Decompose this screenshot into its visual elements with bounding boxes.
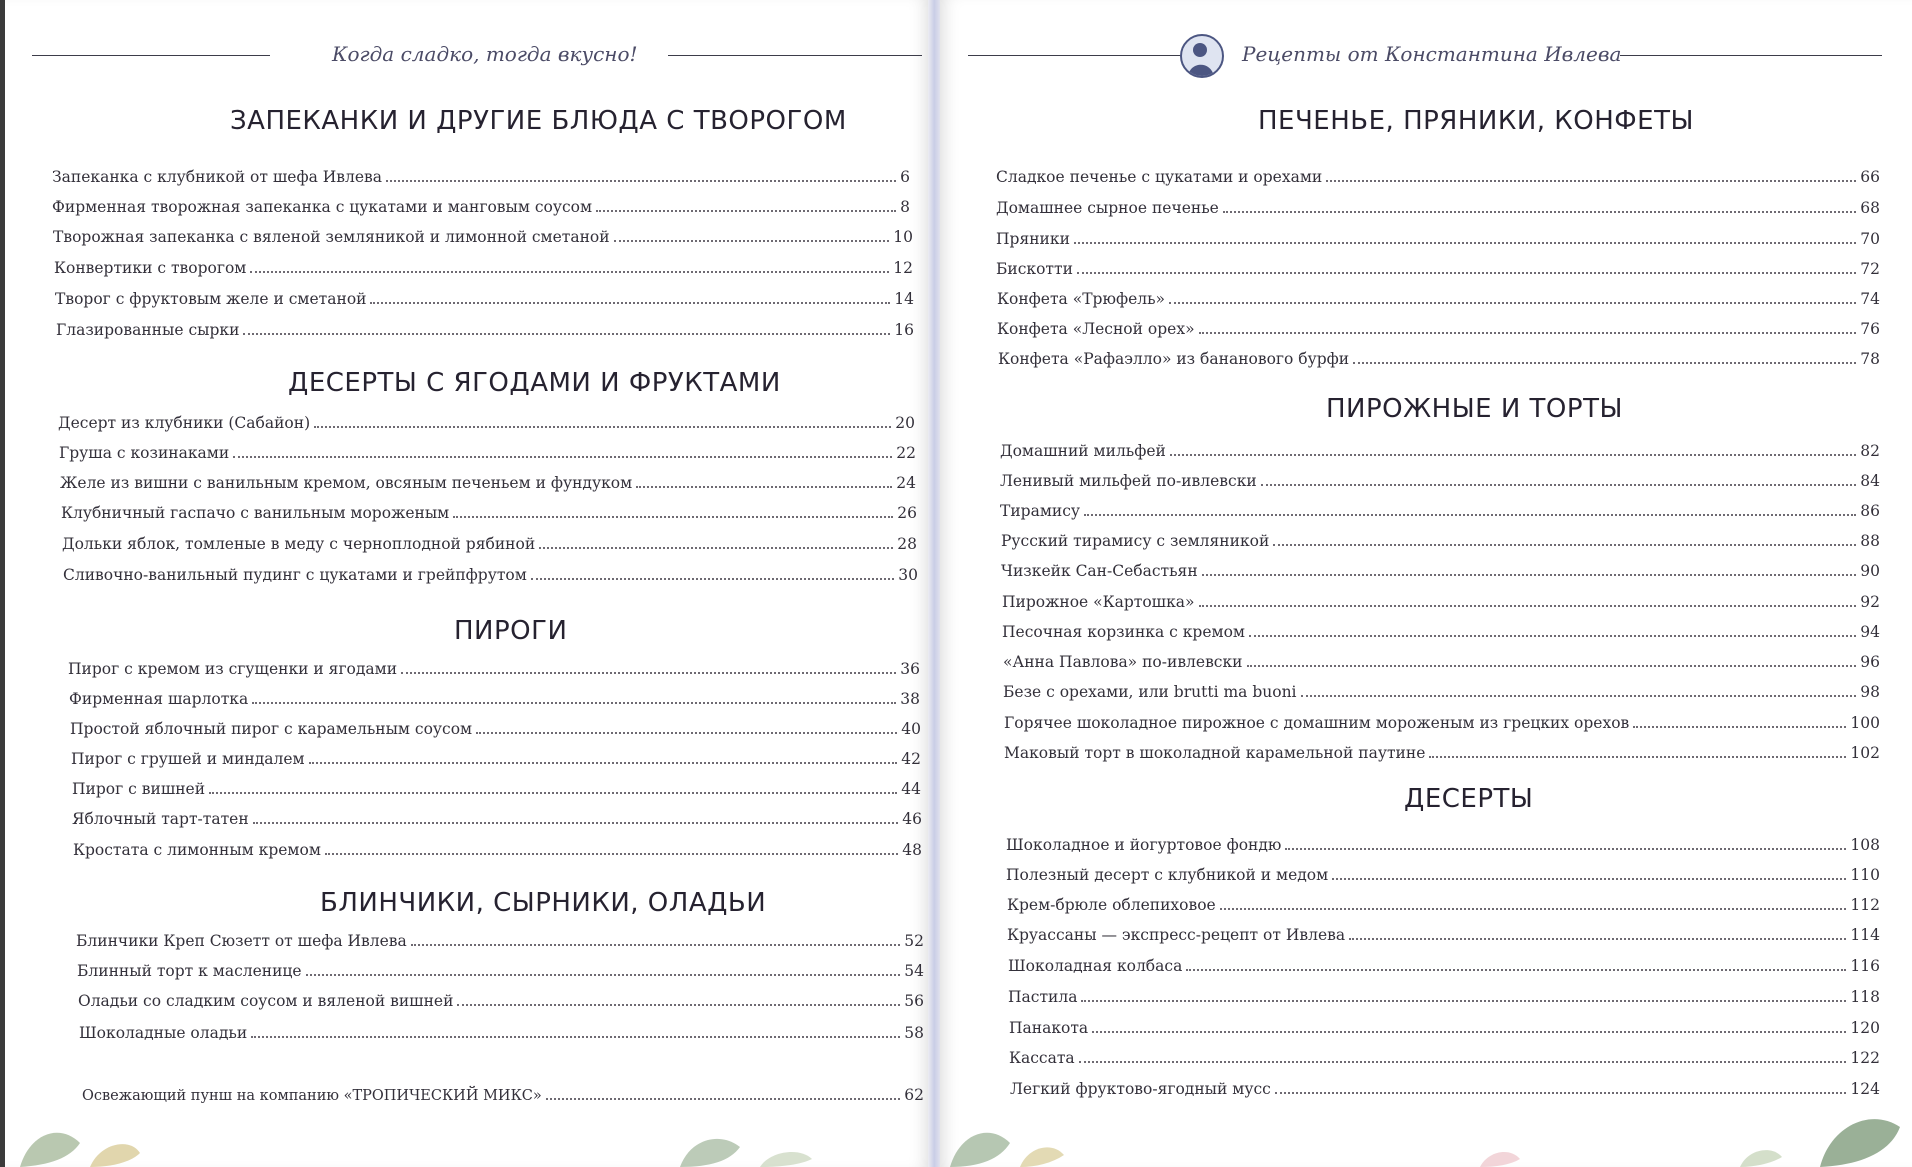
leader-dots bbox=[1332, 878, 1846, 880]
right-header-text: Рецепты от Константина Ивлева bbox=[1242, 42, 1622, 66]
toc-entry-page: 86 bbox=[1860, 502, 1880, 520]
toc-entry[interactable] bbox=[54, 259, 913, 283]
leader-dots bbox=[306, 974, 901, 976]
toc-entry-label: Глазированные сырки bbox=[56, 321, 240, 339]
toc-entry[interactable] bbox=[60, 474, 916, 498]
leader-dots bbox=[1077, 272, 1856, 274]
leader-dots bbox=[1186, 969, 1846, 971]
toc-entry[interactable] bbox=[79, 1024, 924, 1048]
leader-dots bbox=[1169, 302, 1856, 304]
toc-entry[interactable] bbox=[70, 720, 921, 744]
toc-entry[interactable] bbox=[68, 660, 920, 684]
header-rule-right bbox=[1620, 55, 1882, 56]
toc-entry-page: 90 bbox=[1860, 562, 1880, 580]
toc-entry-label: Фирменная шарлотка bbox=[69, 690, 249, 708]
toc-entry-page: 58 bbox=[904, 1024, 924, 1042]
toc-entry-label: Панакота bbox=[1009, 1019, 1089, 1037]
leader-dots bbox=[1199, 605, 1857, 607]
leaf-shape bbox=[1740, 1150, 1782, 1167]
leader-dots bbox=[1249, 635, 1856, 637]
toc-entry-page: 52 bbox=[904, 932, 924, 950]
toc-entry-label: Песочная корзинка с кремом bbox=[1002, 623, 1245, 641]
toc-entry[interactable] bbox=[61, 504, 917, 528]
leader-dots bbox=[233, 456, 892, 458]
leaf-decoration-right bbox=[940, 1097, 1912, 1167]
toc-entry-label: Конфета «Трюфель» bbox=[997, 290, 1166, 308]
leader-dots bbox=[531, 578, 894, 580]
toc-entry[interactable] bbox=[997, 320, 1880, 344]
toc-entry-page: 24 bbox=[896, 474, 916, 492]
toc-entry[interactable] bbox=[996, 230, 1880, 254]
toc-entry-page: 74 bbox=[1860, 290, 1880, 308]
toc-entry[interactable] bbox=[1002, 593, 1880, 617]
leader-dots bbox=[251, 1036, 900, 1038]
leader-dots bbox=[1220, 908, 1847, 910]
toc-entry[interactable] bbox=[1001, 562, 1880, 586]
toc-entry-page: 38 bbox=[900, 690, 920, 708]
toc-entry-page: 76 bbox=[1860, 320, 1880, 338]
toc-entry-page: 92 bbox=[1860, 593, 1880, 611]
toc-entry[interactable] bbox=[58, 414, 915, 438]
toc-entry-page: 28 bbox=[897, 535, 917, 553]
toc-entry-page: 98 bbox=[1860, 683, 1880, 701]
toc-entry-page: 100 bbox=[1850, 714, 1880, 732]
toc-entry[interactable] bbox=[56, 321, 914, 345]
toc-entry-page: 16 bbox=[894, 321, 914, 339]
leader-dots bbox=[539, 547, 893, 549]
leader-dots bbox=[314, 426, 891, 428]
leader-dots bbox=[1247, 665, 1857, 667]
leaf-shape bbox=[1480, 1152, 1520, 1167]
toc-entry-label: Десерт из клубники (Сабайон) bbox=[58, 414, 311, 432]
toc-entry-label: Крем-брюле облепиховое bbox=[1007, 896, 1216, 914]
leader-dots bbox=[370, 302, 890, 304]
toc-entry[interactable] bbox=[1000, 442, 1880, 466]
leader-dots bbox=[1223, 211, 1856, 213]
toc-entry-label: Конвертики с творогом bbox=[54, 259, 247, 277]
left-page-header bbox=[0, 38, 930, 72]
toc-entry-page: 108 bbox=[1850, 836, 1880, 854]
left-header-text: Когда сладко, тогда вкусно! bbox=[332, 42, 638, 66]
toc-entry-page: 36 bbox=[900, 660, 920, 678]
toc-entry-page: 116 bbox=[1850, 957, 1880, 975]
toc-entry[interactable] bbox=[1002, 623, 1880, 647]
toc-entry-page: 8 bbox=[900, 198, 910, 216]
toc-entry-label: Сливочно-ванильный пудинг с цукатами и грейпфрутом bbox=[63, 566, 527, 584]
leader-dots bbox=[1275, 1092, 1847, 1094]
toc-entry-label: Фирменная творожная запеканка с цукатами и манговым соусом bbox=[52, 198, 593, 216]
toc-entry-page: 78 bbox=[1860, 350, 1880, 368]
leader-dots bbox=[401, 672, 896, 674]
toc-entry-label: Полезный десерт с клубникой и медом bbox=[1006, 866, 1329, 884]
toc-entry[interactable] bbox=[1003, 653, 1880, 677]
toc-entry[interactable] bbox=[69, 690, 920, 714]
leaf-shape bbox=[680, 1139, 740, 1167]
toc-entry-label: Легкий фруктово-ягодный мусс bbox=[1010, 1080, 1271, 1098]
leaf-shape bbox=[1020, 1147, 1064, 1167]
leader-dots bbox=[1084, 514, 1856, 516]
toc-entry[interactable] bbox=[1001, 532, 1880, 556]
section-title: ПИРОЖНЫЕ И ТОРТЫ bbox=[1326, 394, 1623, 424]
toc-entry-label: Творог с фруктовым желе и сметаной bbox=[55, 290, 367, 308]
toc-entry[interactable] bbox=[73, 841, 922, 865]
toc-entry-label: Бискотти bbox=[996, 260, 1073, 278]
toc-entry-label: Горячее шоколадное пирожное с домашним мороженым из грецких орехов bbox=[1004, 714, 1630, 732]
leader-dots bbox=[1633, 726, 1846, 728]
toc-entry-page: 14 bbox=[894, 290, 914, 308]
toc-entry-label: Безе с орехами, или brutti ma buoni bbox=[1003, 683, 1297, 701]
toc-entry-page: 44 bbox=[901, 780, 921, 798]
toc-entry[interactable] bbox=[1008, 988, 1880, 1012]
toc-entry[interactable] bbox=[1006, 836, 1880, 860]
toc-entry-label: Тирамису bbox=[1000, 502, 1081, 520]
toc-entry-page: 22 bbox=[896, 444, 916, 462]
toc-entry-page: 42 bbox=[901, 750, 921, 768]
leader-dots bbox=[1349, 938, 1846, 940]
leader-dots bbox=[1202, 574, 1857, 576]
toc-entry-page: 56 bbox=[904, 992, 924, 1010]
right-page bbox=[940, 0, 1912, 1167]
leader-dots bbox=[1170, 454, 1856, 456]
leader-dots bbox=[1285, 848, 1846, 850]
toc-entry-page: 62 bbox=[904, 1086, 924, 1104]
toc-entry[interactable] bbox=[996, 260, 1880, 284]
toc-entry-label: Круассаны — экспресс-рецепт от Ивлева bbox=[1007, 926, 1346, 944]
section-title: ДЕСЕРТЫ С ЯГОДАМИ И ФРУКТАМИ bbox=[288, 368, 781, 398]
toc-entry[interactable] bbox=[1004, 744, 1880, 768]
toc-entry-page: 40 bbox=[901, 720, 921, 738]
leader-dots bbox=[252, 702, 896, 704]
toc-entry-label: Яблочный тарт-татен bbox=[72, 810, 249, 828]
toc-entry[interactable] bbox=[71, 750, 921, 774]
toc-entry[interactable] bbox=[996, 199, 1880, 223]
toc-entry-label: Домашний мильфей bbox=[1000, 442, 1166, 460]
toc-entry-label: Домашнее сырное печенье bbox=[996, 199, 1219, 217]
toc-entry-label: Конфета «Лесной орех» bbox=[997, 320, 1195, 338]
toc-entry-label: Оладьи со сладким соусом и вяленой вишней bbox=[78, 992, 454, 1010]
toc-entry-page: 70 bbox=[1860, 230, 1880, 248]
toc-entry[interactable] bbox=[1007, 926, 1880, 950]
toc-entry-label: «Анна Павлова» по-ивлевски bbox=[1003, 653, 1243, 671]
leaf-shape bbox=[1820, 1119, 1900, 1167]
toc-entry[interactable] bbox=[62, 535, 917, 559]
toc-entry[interactable] bbox=[998, 350, 1880, 374]
toc-entry[interactable] bbox=[78, 992, 924, 1016]
section-title: ПЕЧЕНЬЕ, ПРЯНИКИ, КОНФЕТЫ bbox=[1258, 106, 1694, 136]
leader-dots bbox=[1429, 756, 1846, 758]
toc-entry-page: 54 bbox=[904, 962, 924, 980]
header-rule-left bbox=[968, 55, 1190, 56]
leader-dots bbox=[1301, 695, 1857, 697]
toc-entry[interactable] bbox=[1008, 957, 1880, 981]
toc-entry-label: Чизкейк Сан-Себастьян bbox=[1001, 562, 1198, 580]
toc-entry-page: 94 bbox=[1860, 623, 1880, 641]
toc-entry-page: 96 bbox=[1860, 653, 1880, 671]
toc-entry[interactable] bbox=[55, 290, 914, 314]
leader-dots bbox=[411, 944, 900, 946]
toc-entry[interactable] bbox=[63, 566, 918, 590]
toc-entry-page: 6 bbox=[900, 168, 910, 186]
leader-dots bbox=[309, 762, 898, 764]
section-title: ЗАПЕКАНКИ И ДРУГИЕ БЛЮДА С ТВОРОГОМ bbox=[230, 106, 847, 136]
toc-entry-label: Освежающий пунш на компанию «ТРОПИЧЕСКИЙ МИКС» bbox=[82, 1088, 542, 1104]
toc-entry-label: Пирог с кремом из сгущенки и ягодами bbox=[68, 660, 398, 678]
toc-entry[interactable] bbox=[1000, 472, 1880, 496]
page-edge bbox=[0, 0, 5, 1167]
leader-dots bbox=[614, 240, 890, 242]
toc-entry-label: Русский тирамису с земляникой bbox=[1001, 532, 1270, 550]
leaf-shape bbox=[950, 1133, 1010, 1167]
toc-entry-label: Дольки яблок, томленые в меду с черноплодной рябиной bbox=[62, 535, 536, 553]
leader-dots bbox=[243, 333, 890, 335]
leader-dots bbox=[453, 516, 893, 518]
leader-dots bbox=[1079, 1061, 1847, 1063]
toc-entry-label: Пряники bbox=[996, 230, 1070, 248]
toc-entry-label: Блинный торт к масленице bbox=[77, 962, 302, 980]
toc-entry[interactable] bbox=[1009, 1049, 1880, 1073]
chef-portrait-icon bbox=[1180, 34, 1224, 78]
toc-entry-page: 88 bbox=[1860, 532, 1880, 550]
toc-entry-page: 30 bbox=[898, 566, 918, 584]
toc-entry-page: 46 bbox=[902, 810, 922, 828]
toc-entry-page: 72 bbox=[1860, 260, 1880, 278]
leader-dots bbox=[546, 1098, 901, 1100]
toc-entry[interactable] bbox=[1003, 683, 1880, 707]
toc-entry[interactable] bbox=[1006, 866, 1880, 890]
toc-entry-page: 112 bbox=[1850, 896, 1880, 914]
section-title: ПИРОГИ bbox=[454, 616, 568, 646]
toc-entry-label: Творожная запеканка с вяленой земляникой и лимонной сметаной bbox=[53, 228, 610, 246]
toc-entry-page: 118 bbox=[1850, 988, 1880, 1006]
toc-entry-page: 12 bbox=[893, 259, 913, 277]
toc-entry[interactable] bbox=[76, 932, 924, 956]
leaf-shape bbox=[90, 1144, 140, 1167]
toc-entry[interactable] bbox=[52, 198, 910, 222]
toc-entry[interactable] bbox=[1004, 714, 1880, 738]
toc-entry-page: 10 bbox=[893, 228, 913, 246]
toc-entry-page: 122 bbox=[1850, 1049, 1880, 1067]
toc-entry[interactable] bbox=[59, 444, 916, 468]
toc-entry-label: Шоколадная колбаса bbox=[1008, 957, 1183, 975]
toc-entry-page: 84 bbox=[1860, 472, 1880, 490]
leaf-decoration-left bbox=[0, 1103, 930, 1167]
toc-entry-label: Сладкое печенье с цукатами и орехами bbox=[996, 168, 1323, 186]
leader-dots bbox=[1092, 1031, 1846, 1033]
header-rule-right bbox=[668, 55, 922, 56]
toc-entry[interactable] bbox=[1009, 1019, 1880, 1043]
leader-dots bbox=[457, 1004, 900, 1006]
toc-entry-label: Кростата с лимонным кремом bbox=[73, 841, 321, 859]
toc-entry-label: Груша с козинаками bbox=[59, 444, 230, 462]
leader-dots bbox=[636, 486, 892, 488]
leader-dots bbox=[386, 180, 896, 182]
toc-entry-page: 20 bbox=[895, 414, 915, 432]
toc-entry[interactable] bbox=[996, 168, 1880, 192]
section-title: БЛИНЧИКИ, СЫРНИКИ, ОЛАДЬИ bbox=[320, 888, 767, 918]
toc-entry-page: 66 bbox=[1860, 168, 1880, 186]
toc-entry-label: Шоколадное и йогуртовое фондю bbox=[1006, 836, 1282, 854]
leader-dots bbox=[476, 732, 897, 734]
toc-entry-label: Ленивый мильфей по-ивлевски bbox=[1000, 472, 1257, 490]
leaf-shape bbox=[760, 1152, 812, 1167]
toc-entry-label: Шоколадные оладьи bbox=[79, 1024, 248, 1042]
leader-dots bbox=[1273, 544, 1856, 546]
toc-entry-page: 114 bbox=[1850, 926, 1880, 944]
toc-entry[interactable] bbox=[1007, 896, 1880, 920]
toc-entry-label: Простой яблочный пирог с карамельным соусом bbox=[70, 720, 473, 738]
toc-entry-label: Кассата bbox=[1009, 1049, 1075, 1067]
toc-entry[interactable] bbox=[72, 780, 921, 804]
toc-entry-page: 102 bbox=[1850, 744, 1880, 762]
toc-entry[interactable] bbox=[77, 962, 924, 986]
toc-entry[interactable] bbox=[1000, 502, 1880, 526]
leader-dots bbox=[1326, 180, 1856, 182]
toc-entry-page: 68 bbox=[1860, 199, 1880, 217]
header-rule-left bbox=[32, 55, 270, 56]
section-title: ДЕСЕРТЫ bbox=[1404, 784, 1534, 814]
toc-entry[interactable] bbox=[997, 290, 1880, 314]
toc-entry-label: Клубничный гаспачо с ванильным мороженым bbox=[61, 504, 450, 522]
toc-entry-page: 110 bbox=[1850, 866, 1880, 884]
toc-entry-label: Запеканка с клубникой от шефа Ивлева bbox=[52, 168, 382, 186]
leaf-shape bbox=[20, 1133, 80, 1167]
toc-entry-page: 26 bbox=[897, 504, 917, 522]
toc-entry-label: Пирог с вишней bbox=[72, 780, 206, 798]
toc-entry[interactable] bbox=[53, 228, 913, 252]
leader-dots bbox=[1081, 1000, 1846, 1002]
toc-entry-page: 82 bbox=[1860, 442, 1880, 460]
leader-dots bbox=[325, 853, 898, 855]
toc-entry-page: 124 bbox=[1850, 1080, 1880, 1098]
leader-dots bbox=[596, 210, 896, 212]
leader-dots bbox=[209, 792, 897, 794]
toc-entry-page: 120 bbox=[1850, 1019, 1880, 1037]
leader-dots bbox=[1074, 242, 1856, 244]
leader-dots bbox=[1261, 484, 1857, 486]
leader-dots bbox=[1353, 362, 1856, 364]
toc-entry-label: Пирожное «Картошка» bbox=[1002, 593, 1195, 611]
toc-entry[interactable] bbox=[52, 168, 910, 192]
toc-entry-label: Желе из вишни с ванильным кремом, овсяным печеньем и фундуком bbox=[60, 474, 633, 492]
leader-dots bbox=[253, 822, 899, 824]
toc-entry-label: Блинчики Креп Сюзетт от шефа Ивлева bbox=[76, 932, 407, 950]
leader-dots bbox=[1199, 332, 1857, 334]
toc-entry-label: Пастила bbox=[1008, 988, 1078, 1006]
left-page bbox=[0, 0, 930, 1167]
right-page-header bbox=[940, 38, 1912, 72]
toc-entry[interactable] bbox=[72, 810, 922, 834]
leader-dots bbox=[250, 271, 889, 273]
toc-entry-label: Конфета «Рафаэлло» из бананового бурфи bbox=[998, 350, 1350, 368]
toc-entry-label: Маковый торт в шоколадной карамельной паутине bbox=[1004, 744, 1426, 762]
toc-entry-label: Пирог с грушей и миндалем bbox=[71, 750, 305, 768]
toc-entry-page: 48 bbox=[902, 841, 922, 859]
